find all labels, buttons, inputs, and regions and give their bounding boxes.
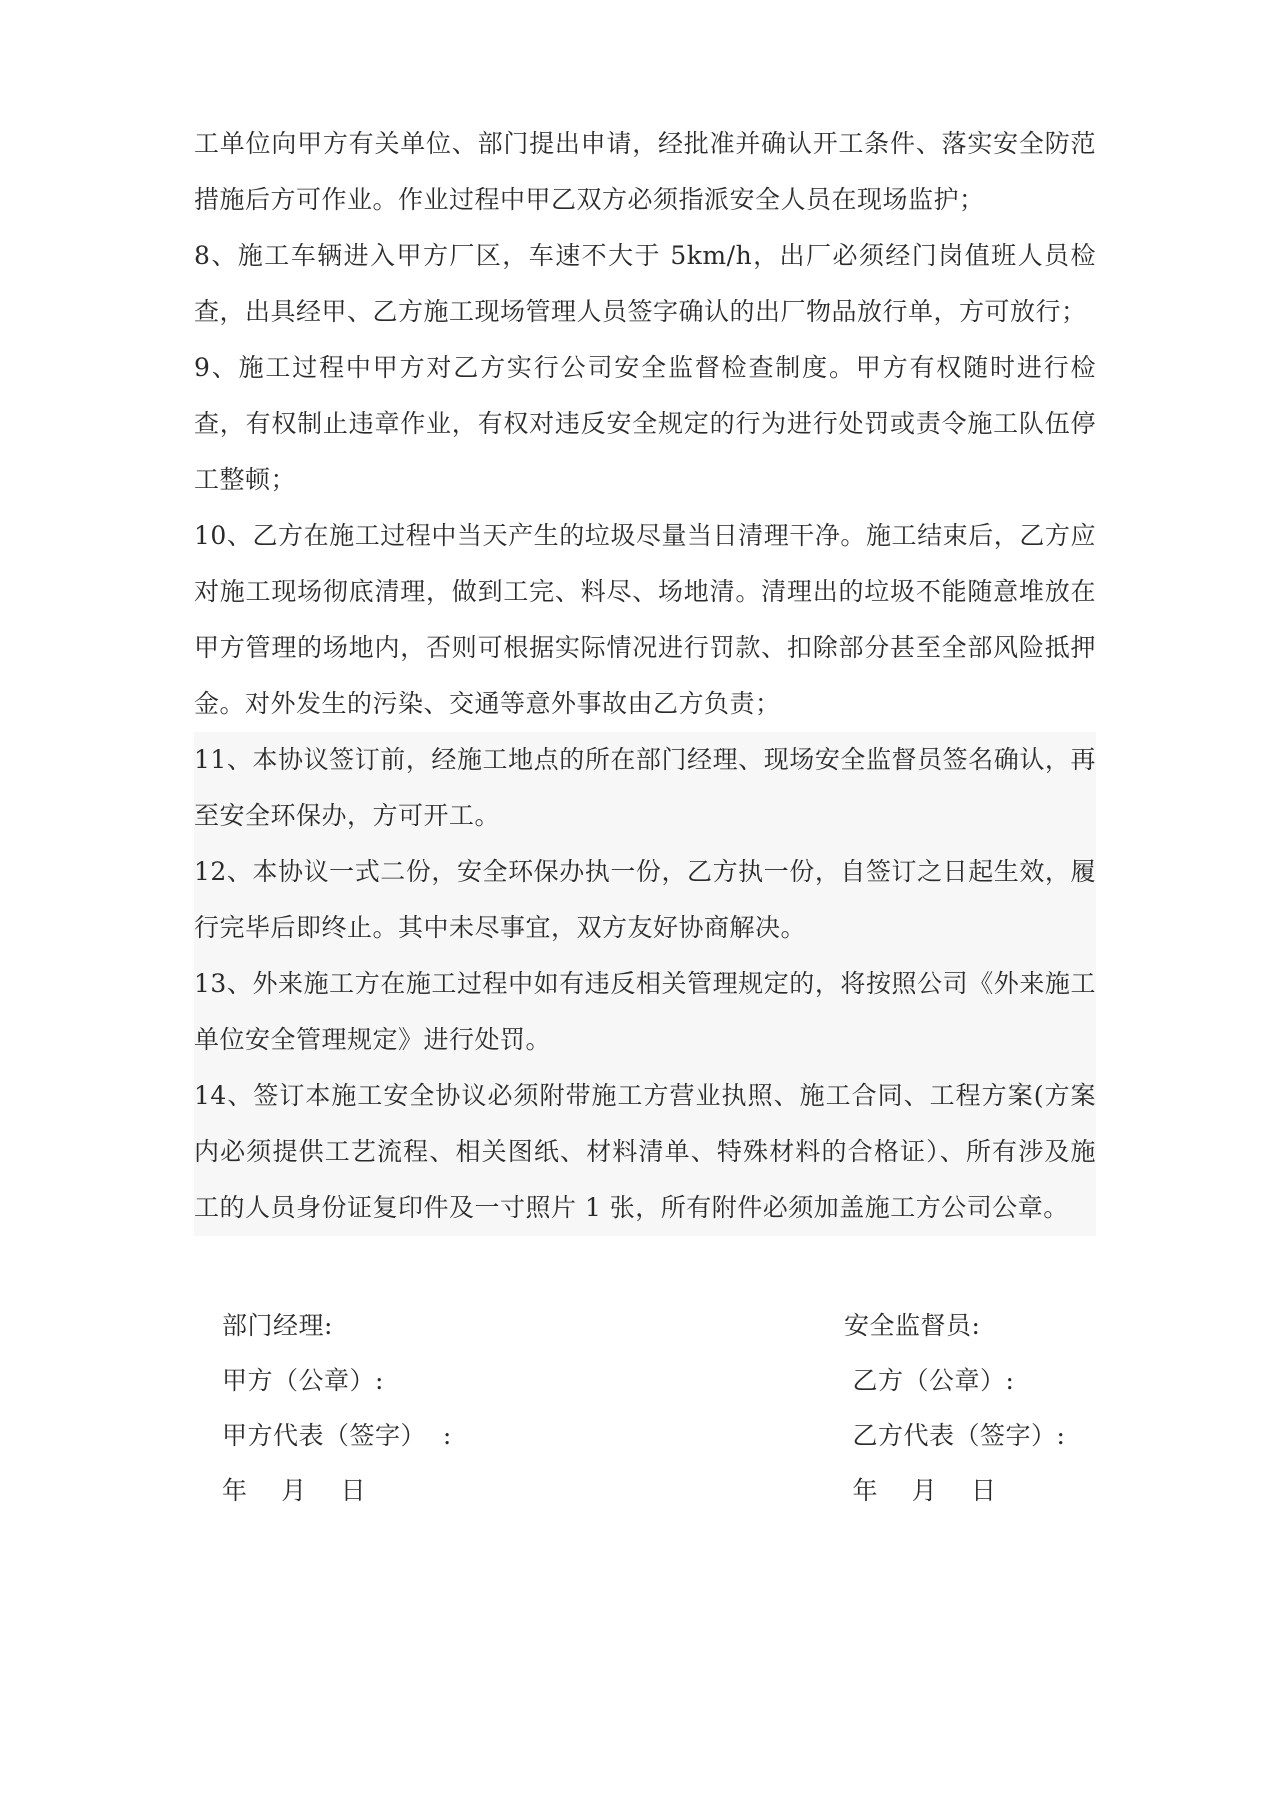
party-b-seal-label: 乙方（公章）: [844,1366,1015,1395]
safety-supervisor-label: 安全监督员: [844,1311,981,1340]
party-b-representative-label: 乙方代表（签字）: [844,1421,1066,1450]
party-b-date-label: 年 月 日 [844,1476,997,1505]
clause-9: 9、施工过程中甲方对乙方实行公司安全监督检查制度。甲方有权随时进行检查，有权制止违章作业，有权对违反安全规定的行为进行处罚或责令施工队伍停工整顿； [194,353,1096,494]
clause-10: 10、乙方在施工过程中当天产生的垃圾尽量当日清理干净。施工结束后，乙方应对施工现场彻底清理，做到工完、料尽、场地清。清理出的垃圾不能随意堆放在甲方管理的场地内，否则可根据实际情况进行罚款、扣除部分甚至全部风险抵押金。对外发生的污染、交通等意外事故由乙方负责； [194,521,1096,718]
clause-11: 11、本协议签订前，经施工地点的所在部门经理、现场安全监督员签名确认，再至安全环保办，方可开工。 [194,745,1096,830]
highlighted-clauses [194,732,1096,1236]
clause-12: 12、本协议一式二份，安全环保办执一份，乙方执一份，自签订之日起生效，履行完毕后即终止。其中未尽事宜，双方友好协商解决。 [194,857,1096,942]
agreement-body [194,116,1096,1236]
clause-14: 14、签订本施工安全协议必须附带施工方营业执照、施工合同、工程方案(方案内必须提供工艺流程、相关图纸、材料清单、特殊材料的合格证）、所有涉及施工的人员身份证复印件及一寸照片 1 张，所有附件必须加盖施工方公司公章。 [194,1081,1096,1222]
clause-8: 8、施工车辆进入甲方厂区，车速不大于 5km/h，出厂必须经门岗值班人员检查，出具经甲、乙方施工现场管理人员签字确认的出厂物品放行单，方可放行； [194,241,1096,326]
department-manager-label: 部门经理: [222,1311,333,1340]
signature-block-right [844,1298,1065,1518]
party-a-date-label: 年 月 日 [222,1476,367,1505]
party-a-seal-label: 甲方（公章）: [222,1366,384,1395]
clause-7-continuation: 工单位向甲方有关单位、部门提出申请，经批准并确认开工条件、落实安全防范措施后方可作业。作业过程中甲乙双方必须指派安全人员在现场监护； [194,129,1096,214]
signature-block-left [222,1298,452,1518]
party-a-representative-label: 甲方代表（签字） : [222,1421,452,1450]
clause-13: 13、外来施工方在施工过程中如有违反相关管理规定的，将按照公司《外来施工单位安全管理规定》进行处罚。 [194,969,1096,1054]
